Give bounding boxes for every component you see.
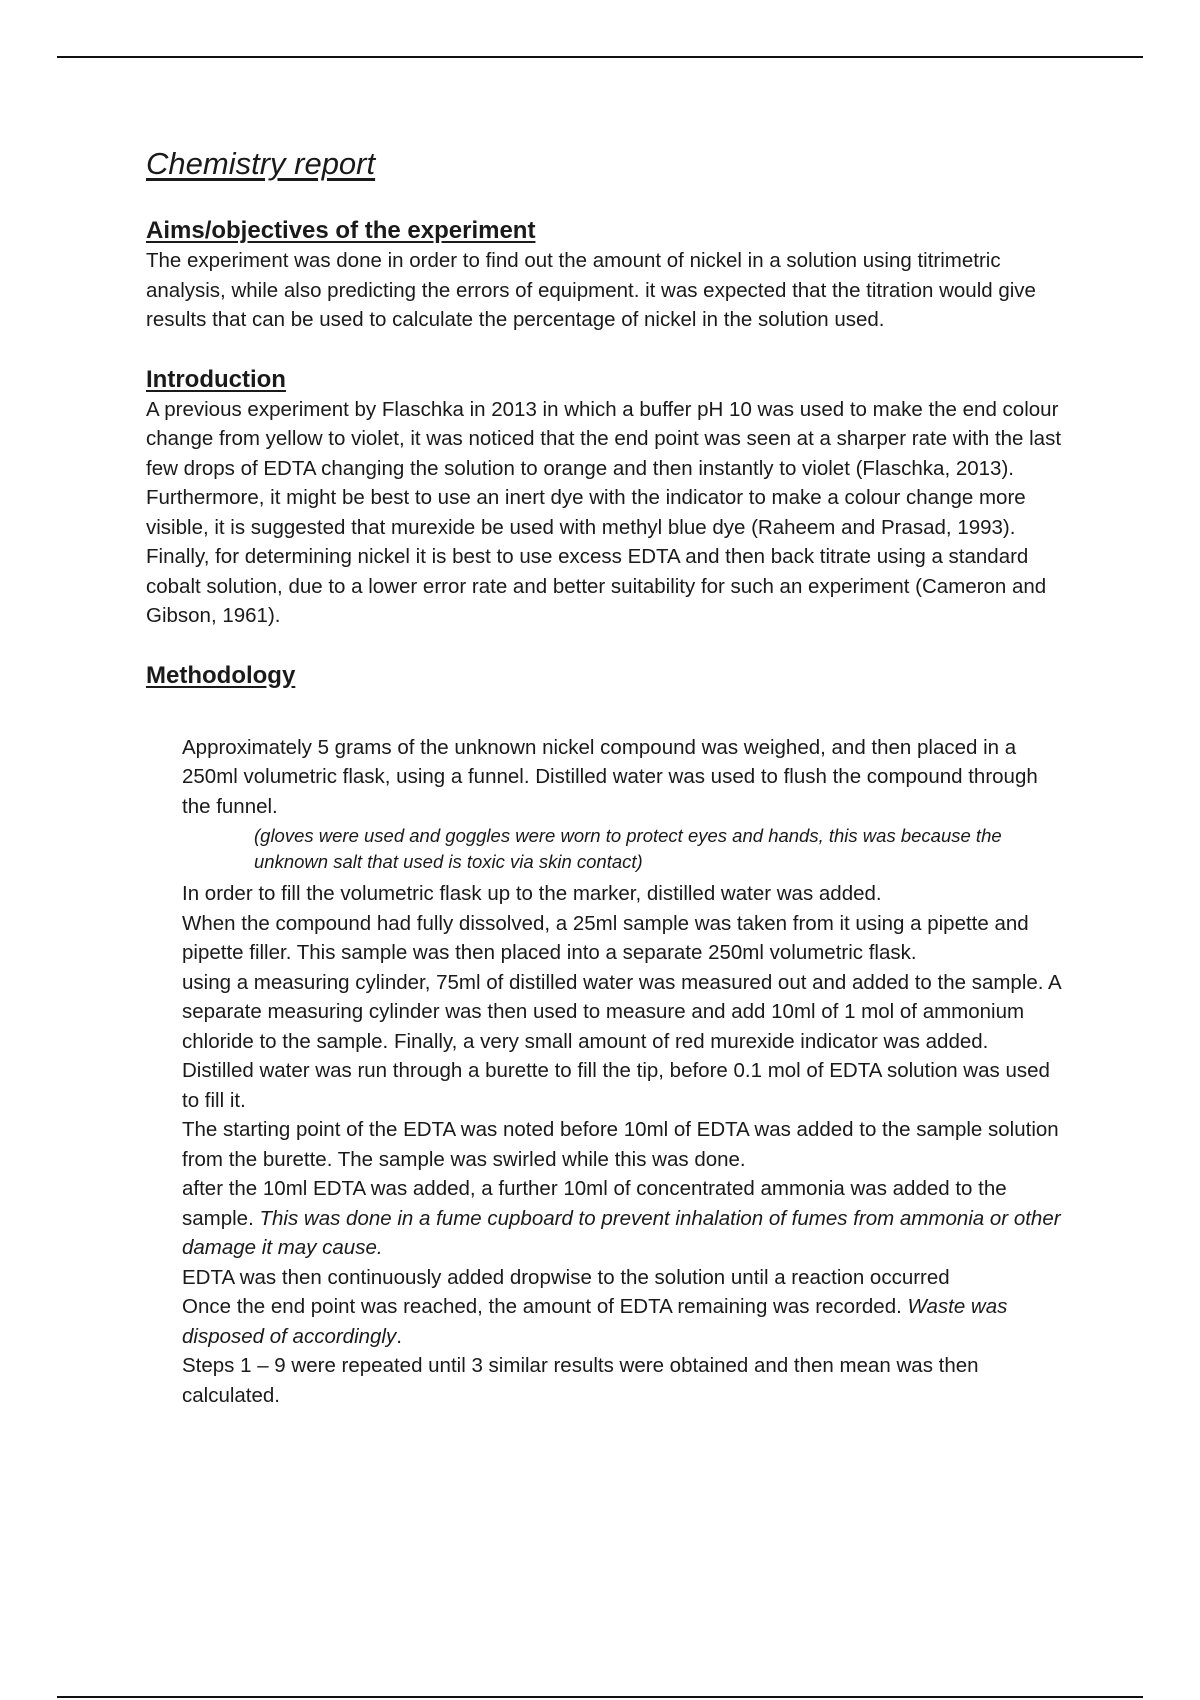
introduction-heading: Introduction — [146, 365, 286, 393]
safety-note: (gloves were used and goggles were worn to protect eyes and hands, this was because the unknown salt that used is toxic via skin contact) — [254, 825, 1002, 872]
aims-paragraph: The experiment was done in order to find out the amount of nickel in a solution using titrimetric analysis, while also predicting the errors of equipment. it was expected that the titration would give results that can be used to calculate the percentage of nickel in the solution used. — [146, 249, 1036, 331]
method-step-5: Distilled water was run through a burette to fill the tip, before 0.1 mol of EDTA solution was used to fill it. — [182, 1059, 1050, 1112]
method-step-9-text: Once the end point was reached, the amount of EDTA remaining was recorded. — [182, 1295, 908, 1318]
header-rule — [57, 56, 1143, 58]
method-step-9 — [182, 1292, 1066, 1351]
method-step-9-waste: Waste was disposed of accordingly — [182, 1295, 1008, 1348]
introduction-paragraph: A previous experiment by Flaschka in 2013 in which a buffer pH 10 was used to make the end colour change from yellow to violet, it was noticed that the end point was seen at a sharper rate with the last few drops of EDTA changing the solution to orange and then instantly to violet (Flaschka, 2013). Furthermore, it might be best to use an inert dye with the indicator to make a colour change more visible, it is suggested that murexide be used with methyl blue dye (Raheem and Prasad, 1993). Finally, for determining nickel it is best to use excess EDTA and then back titrate using a standard cobalt solution, due to a lower error rate and better suitability for such an experiment (Cameron and Gibson, 1961). — [146, 397, 1062, 627]
method-step-8: EDTA was then continuously added dropwise to the solution until a reaction occurred — [182, 1265, 950, 1289]
methodology-heading: Methodology — [146, 661, 296, 689]
document-body — [146, 146, 1066, 1410]
method-step-7 — [182, 1174, 1066, 1263]
footer-rule — [57, 1696, 1143, 1698]
methodology-steps — [182, 733, 1066, 1411]
method-step-9-end: . — [396, 1324, 402, 1348]
method-step-3: When the compound had fully dissolved, a 25ml sample was taken from it using a pipette and pipette filler. This sample was then placed into a separate 250ml volumetric flask. — [182, 911, 1029, 964]
method-step-1 — [182, 733, 1066, 876]
method-step-4: using a measuring cylinder, 75ml of distilled water was measured out and added to the sample. A separate measuring cylinder was then used to measure and add 10ml of 1 mol of ammonium chloride to the sample. Finally, a very small amount of red murexide indicator was added. — [182, 970, 1061, 1053]
aims-heading: Aims/objectives of the experiment — [146, 217, 536, 244]
method-step-7-safety: This was done in a fume cupboard to prevent inhalation of fumes from ammonia or other damage it may cause. — [182, 1206, 1061, 1259]
method-step-10: Steps 1 – 9 were repeated until 3 similar results were obtained and then mean was then calculated. — [182, 1354, 979, 1407]
method-step-1-text: Approximately 5 grams of the unknown nickel compound was weighed, and then placed in a 250ml volumetric flask, using a funnel. Distilled water was used to flush the compound through the funnel. — [182, 735, 1038, 818]
method-step-2: In order to fill the volumetric flask up to the marker, distilled water was added. — [182, 882, 882, 905]
document-title: Chemistry report — [146, 146, 376, 181]
method-step-6: The starting point of the EDTA was noted before 10ml of EDTA was added to the sample solution from the burette. The sample was swirled while this was done. — [182, 1118, 1059, 1171]
method-step-7-text: after the 10ml EDTA was added, a further 10ml of concentrated ammonia was added to the sample. — [182, 1177, 1007, 1230]
